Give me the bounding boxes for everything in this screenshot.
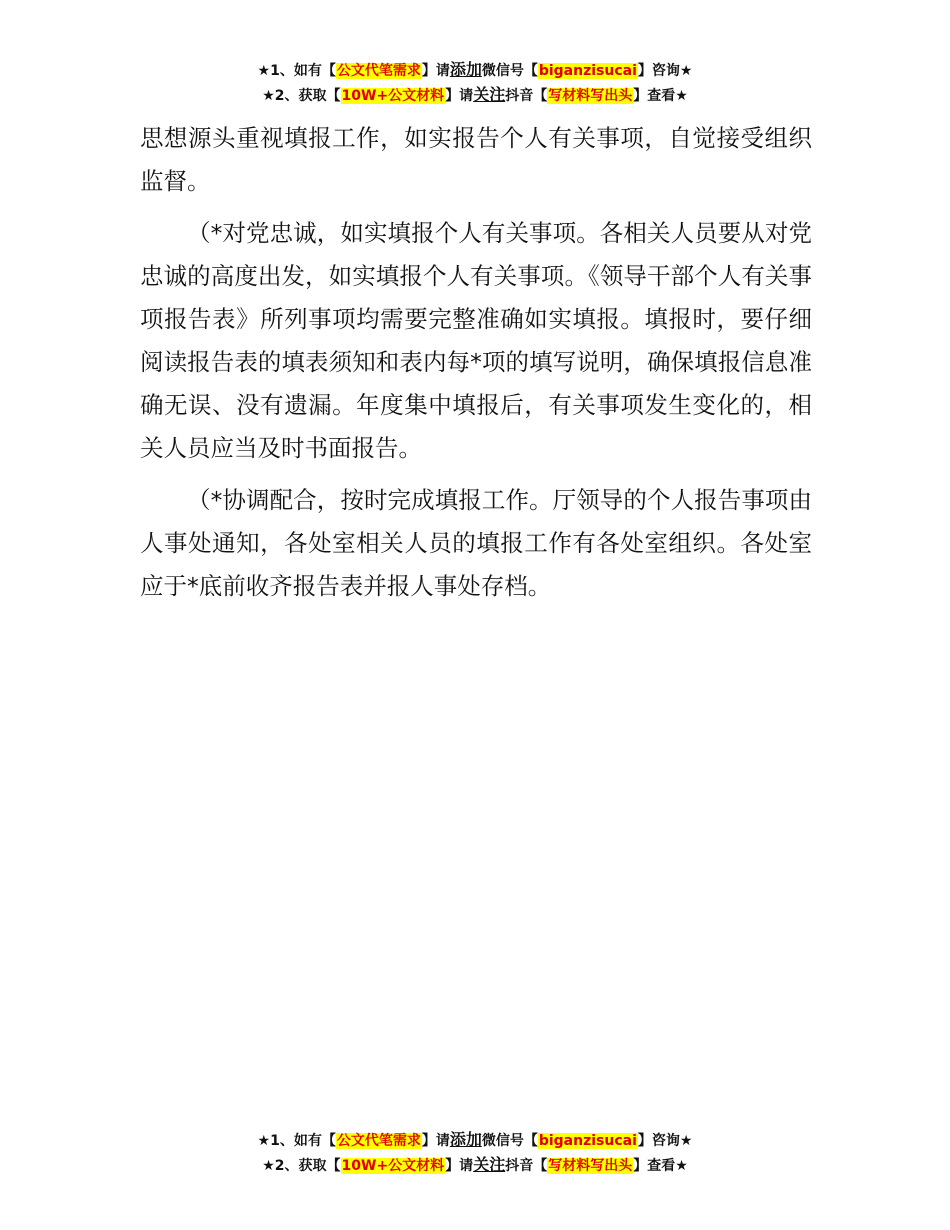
- banner-text: 】请: [445, 88, 474, 104]
- banner-text: ★1、如有【: [257, 1133, 336, 1149]
- banner-text: 微信号【: [481, 1133, 538, 1149]
- paragraph-coordination: （*协调配合，按时完成填报工作。厅领导的个人报告事项由人事处通知，各处室相关人员的填报工作有各处室组织。各处室应于*底前收齐报告表并报人事处存档。: [140, 486, 812, 600]
- banner-line-1: [0, 58, 950, 83]
- banner-text: 微信号【: [481, 63, 538, 79]
- banner-text: ★2、获取【: [262, 1158, 341, 1174]
- highlight-service: 公文代笔需求: [336, 1133, 421, 1149]
- highlight-douyin-account: 写材料写出头: [548, 1158, 633, 1174]
- banner-emphasis: 关注: [473, 85, 506, 104]
- banner-line-2: [0, 1153, 950, 1178]
- banner-text: 】请: [445, 1158, 474, 1174]
- banner-text: 】咨询★: [637, 63, 693, 79]
- footer-banner: [0, 1128, 950, 1178]
- banner-line-2: [0, 83, 950, 108]
- document-body: [140, 117, 812, 617]
- banner-text: 抖音【: [505, 88, 548, 104]
- highlight-service: 公文代笔需求: [336, 63, 421, 79]
- banner-emphasis: 添加: [449, 1130, 482, 1149]
- banner-emphasis: 关注: [473, 1155, 506, 1174]
- banner-text: 】查看★: [633, 1158, 688, 1174]
- banner-text: ★2、获取【: [262, 88, 341, 104]
- highlight-wechat-id: biganzisucai: [538, 63, 637, 79]
- paragraph-loyalty: （*对党忠诚，如实填报个人有关事项。各相关人员要从对党忠诚的高度出发，如实填报个人有关事项。《领导干部个人有关事项报告表》所列事项均需要完整准确如实填报。填报时，要仔细阅读报告表的填表须知和表内每*项的填写说明，确保填报信息准确无误、没有遗漏。年度集中填报后，有关事项发生变化的，相关人员应当及时书面报告。: [140, 219, 812, 462]
- banner-text: 】查看★: [633, 88, 688, 104]
- highlight-materials: 10W+公文材料: [341, 1158, 445, 1174]
- banner-text: ★1、如有【: [257, 63, 336, 79]
- header-banner: [0, 58, 950, 108]
- paragraph-continuation: 思想源头重视填报工作，如实报告个人有关事项，自觉接受组织监督。: [140, 124, 812, 195]
- highlight-douyin-account: 写材料写出头: [548, 88, 633, 104]
- banner-emphasis: 添加: [449, 60, 482, 79]
- banner-text: 抖音【: [505, 1158, 548, 1174]
- highlight-materials: 10W+公文材料: [341, 88, 445, 104]
- highlight-wechat-id: biganzisucai: [538, 1133, 637, 1149]
- banner-line-1: [0, 1128, 950, 1153]
- banner-text: 】咨询★: [637, 1133, 693, 1149]
- banner-text: 】请: [421, 63, 450, 79]
- banner-text: 】请: [421, 1133, 450, 1149]
